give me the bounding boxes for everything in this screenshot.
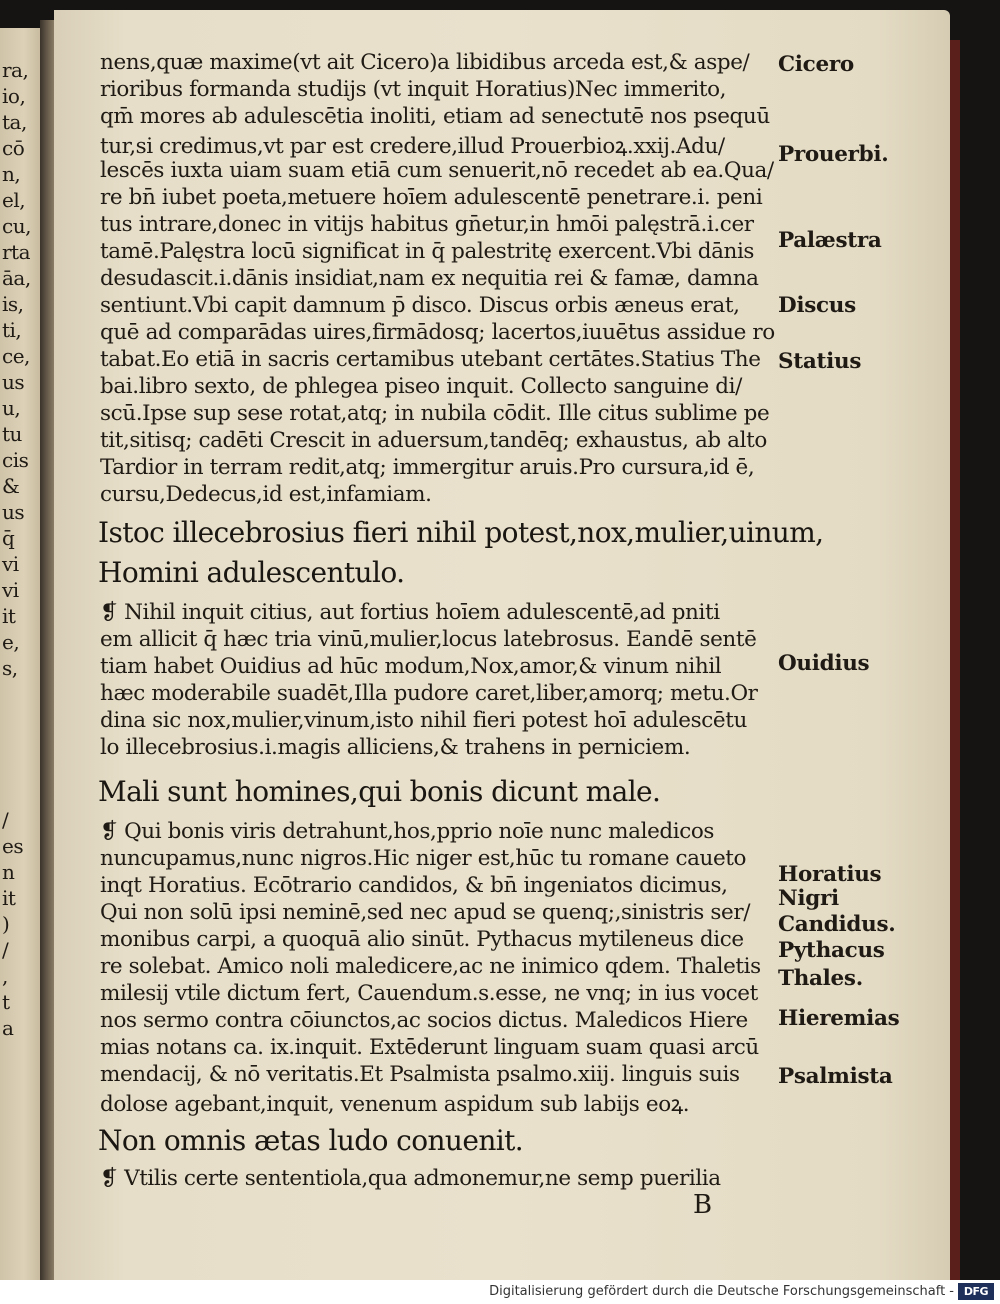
- left-page-fragment: tu: [2, 422, 22, 446]
- footer-bar: [0, 1280, 1000, 1304]
- left-page-fragment: ,: [2, 964, 8, 988]
- text-line: mendacij, & nō veritatis.Et Psalmista psalmo.xiij. linguis suis: [100, 1062, 740, 1087]
- text-line: cursu,Dedecus,id est,infamiam.: [100, 482, 432, 507]
- margin-note: Statius: [778, 349, 862, 374]
- left-page-fragment: /: [2, 938, 9, 962]
- signature-mark: B: [693, 1190, 713, 1220]
- text-line: tur,si credimus,vt par est credere,illud Prouerbioꝝ.xxij.Adu/: [100, 134, 725, 159]
- left-page-fragment: ra,: [2, 58, 29, 82]
- paragraph-mark: ❡: [100, 1166, 118, 1191]
- text-line-content: Vtilis certe sententiola,qua admonemur,ne semp puerilia: [124, 1166, 721, 1191]
- margin-note: Horatius: [778, 862, 882, 887]
- left-page-fragment: us: [2, 500, 25, 524]
- verse-heading: Mali sunt homines,qui bonis dicunt male.: [98, 775, 661, 808]
- left-page-fragment: it: [2, 886, 16, 910]
- margin-note: Hieremias: [778, 1006, 900, 1031]
- left-page-fragment: q̄: [2, 526, 15, 550]
- left-page-fragment: it: [2, 604, 16, 628]
- left-page-fragment: el,: [2, 188, 26, 212]
- margin-note: Discus: [778, 293, 856, 318]
- paragraph-mark: ❡: [100, 600, 118, 625]
- footer-credit: Digitalisierung gefördert durch die Deutsche Forschungsgemeinschaft -: [489, 1284, 954, 1299]
- text-line: em allicit q̄ hæc tria vinū,mulier,locus latebrosus. Eandē sentē: [100, 627, 757, 652]
- margin-note: Prouerbi.: [778, 142, 889, 167]
- text-line-content: Qui bonis viris detrahunt,hos,pprio noīe nunc maledicos: [124, 819, 715, 844]
- left-page-fragment: ta,: [2, 110, 27, 134]
- text-line: tiam habet Ouidius ad hūc modum,Nox,amor,& vinum nihil: [100, 654, 722, 679]
- text-line: tamē.Palęstra locū significat in q̄ palestritę exercent.Vbi dānis: [100, 239, 755, 264]
- text-line: lescēs iuxta uiam suam etiā cum senuerit,nō recedet ab ea.Qua/: [100, 158, 774, 183]
- text-line: tabat.Eo etiā in sacris certamibus utebant certātes.Statius The: [100, 347, 761, 372]
- text-line: dolose agebant,inquit, venenum aspidum sub labijs eoꝝ.: [100, 1092, 690, 1117]
- text-line: desudascit.i.dānis insidiat,nam ex nequitia rei & famæ, damna: [100, 266, 759, 291]
- verse-heading: Homini adulescentulo.: [98, 556, 405, 589]
- text-line: Qui non solū ipsi neminē,sed nec apud se quenq;,sinistris ser/: [100, 900, 751, 925]
- book-gutter: [40, 20, 54, 1280]
- left-page-fragment: cis: [2, 448, 29, 472]
- left-page-fragment: cu,: [2, 214, 31, 238]
- text-line: nens,quæ maxime(vt ait Cicero)a libidibus arceda est,& aspe/: [100, 50, 750, 75]
- text-line: inqt Horatius. Ecōtrario candidos, & bn̄ ingeniatos dicimus,: [100, 873, 728, 898]
- text-line: nuncupamus,nunc nigros.Hic niger est,hūc tu romane caueto: [100, 846, 747, 871]
- left-page-fragment: n,: [2, 162, 21, 186]
- text-line: bai.libro sexto, de phlegea piseo inquit. Collecto sanguine di/: [100, 374, 742, 399]
- text-line: milesij vtile dictum fert, Cauendum.s.esse, ne vnq; in ius vocet: [100, 981, 758, 1006]
- text-line: mias notans ca. ix.inquit. Extēderunt linguam suam quasi arcū: [100, 1035, 759, 1060]
- margin-note: Ouidius: [778, 651, 870, 676]
- text-line: lo illecebrosius.i.magis alliciens,& trahens in perniciem.: [100, 735, 691, 760]
- left-page-fragment: a: [2, 1016, 14, 1040]
- left-page-fragment: s,: [2, 656, 18, 680]
- left-page-fragment: &: [2, 474, 20, 498]
- text-line-content: Nihil inquit citius, aut fortius hoīem adulescentē,ad pniti: [124, 600, 720, 625]
- binding-edge: [950, 40, 960, 1280]
- left-page-fragment: is,: [2, 292, 24, 316]
- left-page-fragment: n: [2, 860, 15, 884]
- text-line: nos sermo contra cōiunctos,ac socios dictus. Maledicos Hiere: [100, 1008, 748, 1033]
- verse-heading: Istoc illecebrosius fieri nihil potest,nox,mulier,uinum,: [98, 516, 824, 549]
- margin-note: Nigri: [778, 886, 839, 911]
- margin-note: Thales.: [778, 966, 863, 991]
- text-line: sentiunt.Vbi capit damnum p̄ disco. Discus orbis æneus erat,: [100, 293, 740, 318]
- paragraph-mark: ❡: [100, 819, 118, 844]
- left-page-fragment: cō: [2, 136, 25, 160]
- margin-note: Cicero: [778, 52, 854, 77]
- dfg-logo: DFG: [958, 1283, 994, 1300]
- text-line: tus intrare,donec in vitijs habitus gn̄etur,in hmōi palęstrā.i.cer: [100, 212, 754, 237]
- text-line: scū.Ipse sup sese rotat,atq; in nubila cōdit. Ille citus sublime pe: [100, 401, 770, 426]
- margin-note: Candidus.: [778, 912, 896, 937]
- left-page-fragment: u,: [2, 396, 21, 420]
- text-line: [100, 1166, 721, 1191]
- text-line: [100, 600, 720, 625]
- left-page-fragment: vi: [2, 552, 19, 576]
- text-line: re bn̄ iubet poeta,metuere hoīem adulescentē penetrare.i. peni: [100, 185, 763, 210]
- left-page-fragment: e,: [2, 630, 20, 654]
- left-page-fragment: ti,: [2, 318, 22, 342]
- left-page-fragment: vi: [2, 578, 19, 602]
- text-line: monibus carpi, a quoquā alio sinūt. Pythacus mytileneus dice: [100, 927, 744, 952]
- margin-note: Psalmista: [778, 1064, 893, 1089]
- left-page-fragment: /: [2, 808, 9, 832]
- left-page-fragment: t: [2, 990, 10, 1014]
- left-page-fragment: io,: [2, 84, 26, 108]
- verse-heading: Non omnis ætas ludo conuenit.: [98, 1124, 524, 1157]
- margin-note: Palæstra: [778, 228, 882, 253]
- text-line: re solebat. Amico noli maledicere,ac ne inimico qdem. Thaletis: [100, 954, 761, 979]
- text-line: hæc moderabile suadēt,Illa pudore caret,liber,amorq; metu.Or: [100, 681, 758, 706]
- text-line: rioribus formanda studijs (vt inquit Horatius)Nec immerito,: [100, 77, 727, 102]
- text-line: dina sic nox,mulier,vinum,isto nihil fieri potest hoī adulescētu: [100, 708, 747, 733]
- left-page-fragment: ): [2, 912, 10, 936]
- left-page-fragment: ce,: [2, 344, 30, 368]
- left-page-fragment: rta: [2, 240, 31, 264]
- left-page-edge: [0, 28, 40, 1280]
- left-page-fragment: es: [2, 834, 24, 858]
- left-page-fragment: āa,: [2, 266, 31, 290]
- text-line: tit,sitisq; cadēti Crescit in aduersum,tandēq; exhaustus, ab alto: [100, 428, 767, 453]
- margin-note: Pythacus: [778, 938, 885, 963]
- left-page-fragment: us: [2, 370, 25, 394]
- text-line: [100, 819, 714, 844]
- text-line: qm̄ mores ab adulescētia inoliti, etiam ad senectutē nos psequū: [100, 104, 770, 129]
- text-line: Tardior in terram redit,atq; immergitur aruis.Pro cursura,id ē,: [100, 455, 755, 480]
- text-line: quē ad comparādas uires,firmādosq; lacertos,iuuētus assidue ro: [100, 320, 775, 345]
